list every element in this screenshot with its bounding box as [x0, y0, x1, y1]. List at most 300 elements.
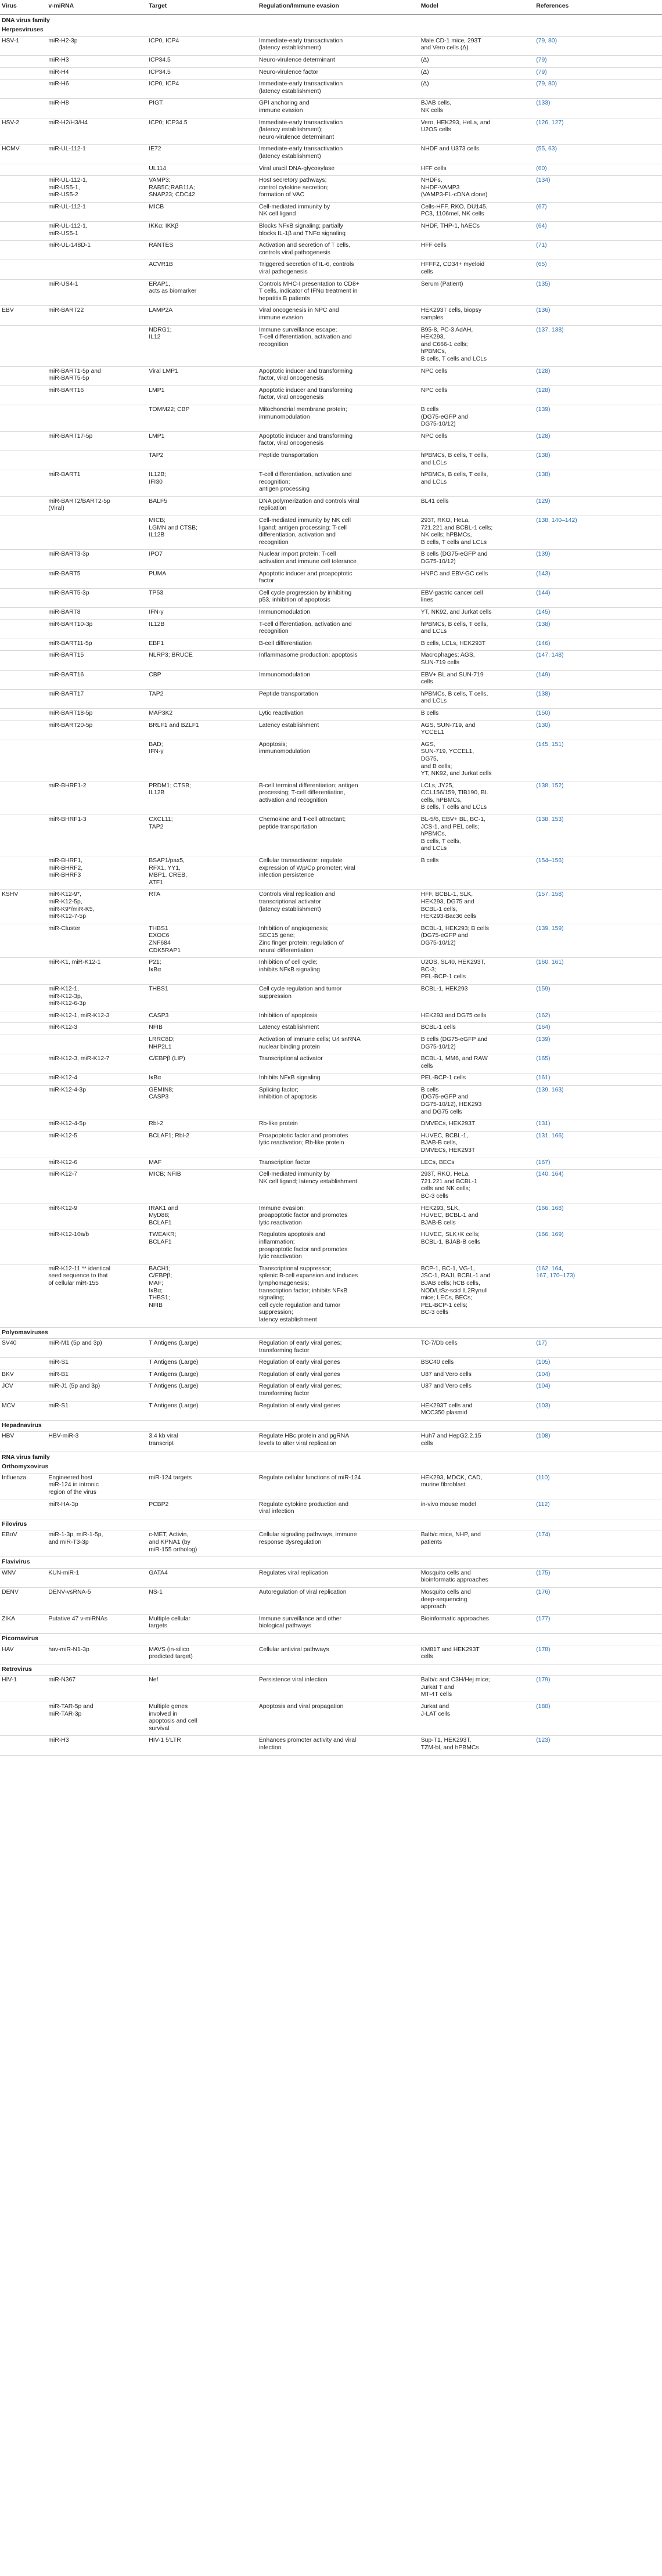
virus-cell: EBV [0, 306, 46, 325]
reference-link[interactable]: (154–156) [534, 856, 662, 890]
reference-link[interactable]: (128) [534, 366, 662, 386]
reference-link[interactable]: (129) [534, 496, 662, 516]
vmirna-cell: miR-H3 [46, 1736, 147, 1755]
virus-cell [0, 815, 46, 856]
vmirna-cell [46, 451, 147, 470]
reference-link[interactable]: (166, 169) [534, 1230, 662, 1264]
reference-link[interactable]: (134) [534, 176, 662, 203]
reference-link[interactable]: (126, 127) [534, 118, 662, 145]
target-cell: Multiple genes involved in apoptosis and cell survival [147, 1702, 257, 1736]
vmirna-cell: miR-TAR-5p and miR-TAR-3p [46, 1702, 147, 1736]
virus-cell [0, 1131, 46, 1158]
target-cell: BAD; IFN-γ [147, 740, 257, 781]
virus-cell: HCMV [0, 145, 46, 164]
virus-cell [0, 222, 46, 241]
virus-cell [0, 451, 46, 470]
model-cell: hPBMCs, B cells, T cells, and LCLs [419, 451, 535, 470]
model-cell: HFFF2, CD34+ myeloid cells [419, 260, 535, 279]
virus-cell [0, 1085, 46, 1119]
reference-link[interactable]: (138) [534, 619, 662, 639]
group-heading-row [0, 1633, 662, 1645]
reference-link[interactable]: (140, 164) [534, 1170, 662, 1204]
table-row [0, 176, 662, 203]
table-row [0, 639, 662, 651]
reference-link[interactable]: (165) [534, 1054, 662, 1073]
target-cell: T Antigens (Large) [147, 1358, 257, 1370]
regulation-cell: Transcriptional activator [257, 1054, 419, 1073]
regulation-cell: Regulation of early viral genes [257, 1370, 419, 1382]
target-cell: IκBα [147, 1073, 257, 1086]
regulation-cell: T-cell differentiation, activation and recognition; antigen processing [257, 470, 419, 497]
table-row [0, 708, 662, 720]
target-cell: 3.4 kb viral transcript [147, 1432, 257, 1451]
reference-link[interactable]: (138) [534, 689, 662, 708]
table-row [0, 1011, 662, 1023]
vmirna-cell: miR-HA-3p [46, 1500, 147, 1519]
vmirna-cell: miR-K12-5 [46, 1131, 147, 1158]
target-cell: ICP0, ICP4 [147, 80, 257, 99]
target-cell: MICB; LGMN and CTSB; IL12B [147, 516, 257, 550]
model-cell: Serum (Patient) [419, 279, 535, 306]
reference-link[interactable]: (110) [534, 1473, 662, 1500]
vmirna-cell: miR-UL-112-1 [46, 145, 147, 164]
vmirna-cell: miR-Cluster [46, 924, 147, 957]
regulation-cell: Cell-mediated immunity by NK cell ligand; antigen processing; T-cell differentiation, activation and recognition [257, 516, 419, 550]
vmirna-cell: miR-H2/H3/H4 [46, 118, 147, 145]
reference-link[interactable]: (128) [534, 386, 662, 405]
vmirna-cell: miR-BART2/BART2-5p (Viral) [46, 496, 147, 516]
reference-link[interactable]: (71) [534, 241, 662, 260]
group-heading-row [0, 25, 662, 36]
virus-cell [0, 202, 46, 221]
table-row [0, 958, 662, 985]
model-cell: Huh7 and HepG2.2.15 cells [419, 1432, 535, 1451]
vmirna-cell: miR-S1 [46, 1401, 147, 1420]
reference-link[interactable]: (105) [534, 1358, 662, 1370]
model-cell: Balb/c mice, NHP, and patients [419, 1530, 535, 1557]
regulation-cell: Regulate HBc protein and pgRNA levels to alter viral replication [257, 1432, 419, 1451]
vmirna-cell: miR-K12-6 [46, 1158, 147, 1170]
reference-link[interactable]: (136) [534, 306, 662, 325]
table-row [0, 1702, 662, 1736]
group-heading: Herpesviruses [0, 25, 662, 36]
regulation-cell: Cellular antiviral pathways [257, 1645, 419, 1664]
table-row [0, 1645, 662, 1664]
vmirna-cell: miR-BHRF1-2 [46, 781, 147, 815]
virus-cell [0, 708, 46, 720]
vmirna-cell: miR-1-3p, miR-1-5p, and miR-T3-3p [46, 1530, 147, 1557]
reference-link[interactable]: (178) [534, 1645, 662, 1664]
virus-cell [0, 720, 46, 740]
target-cell: Rbl-2 [147, 1119, 257, 1132]
model-cell: BJAB cells, NK cells [419, 99, 535, 118]
virus-cell [0, 1702, 46, 1736]
model-cell: 293T, RKO, HeLa, 721.221 and BCBL-1 cells and NK cells; BC-3 cells [419, 1170, 535, 1204]
reference-link[interactable]: (137, 138) [534, 325, 662, 366]
virus-cell [0, 176, 46, 203]
regulation-cell: Activation of immune cells; U4 snRNA nuclear binding protein [257, 1035, 419, 1054]
regulation-cell: Regulation of early viral genes [257, 1358, 419, 1370]
regulation-cell: B-cell terminal differentiation; antigen processing; T-cell differentiation, activation and recognition [257, 781, 419, 815]
vmirna-cell: Putative 47 v-miRNAs [46, 1614, 147, 1633]
target-cell: NS-1 [147, 1587, 257, 1614]
reference-link[interactable]: (138, 153) [534, 815, 662, 856]
group-heading: Picornavirus [0, 1633, 662, 1645]
table-row [0, 451, 662, 470]
vmirna-cell: miR-K12-4-3p [46, 1085, 147, 1119]
vmirna-cell: hav-miR-N1-3p [46, 1645, 147, 1664]
table-row [0, 80, 662, 99]
table-row [0, 55, 662, 67]
target-cell: IL12B [147, 619, 257, 639]
reference-link[interactable]: (138, 152) [534, 781, 662, 815]
virus-cell: JCV [0, 1382, 46, 1401]
reference-link[interactable]: (131, 166) [534, 1131, 662, 1158]
reference-link[interactable]: (139, 159) [534, 924, 662, 957]
model-cell: (Δ) [419, 55, 535, 67]
model-cell: B cells (DG75-eGFP and DG75-10/12) [419, 1035, 535, 1054]
table-row [0, 1736, 662, 1755]
vmirna-cell: miR-M1 (5p and 3p) [46, 1339, 147, 1358]
table-row [0, 405, 662, 431]
regulation-cell: Immediate-early transactivation (latency establishment) [257, 36, 419, 55]
virus-cell [0, 164, 46, 176]
target-cell: T Antigens (Large) [147, 1339, 257, 1358]
vmirna-cell: KUN-miR-1 [46, 1568, 147, 1587]
reference-link[interactable]: (55, 63) [534, 145, 662, 164]
reference-link[interactable]: (161) [534, 1073, 662, 1086]
header-target: Target [147, 0, 257, 14]
regulation-cell: Cell cycle progression by inhibiting p53, inhibition of apoptosis [257, 588, 419, 607]
vmirna-cell: miR-BART11-5p [46, 639, 147, 651]
virus-cell [0, 1736, 46, 1755]
vmirna-cell: DENV-vsRNA-5 [46, 1587, 147, 1614]
reference-link[interactable]: (67) [534, 202, 662, 221]
reference-link[interactable]: (145, 151) [534, 740, 662, 781]
vmirna-cell: miR-K12-1, miR-K12-3p, miR-K12-6-3p [46, 984, 147, 1011]
group-heading-row [0, 1420, 662, 1432]
reference-link[interactable]: (180) [534, 1702, 662, 1736]
reference-link[interactable]: (167) [534, 1158, 662, 1170]
reference-link[interactable]: (149) [534, 670, 662, 689]
reference-link[interactable]: (103) [534, 1401, 662, 1420]
vmirna-cell: miR-BART8 [46, 608, 147, 620]
table-row [0, 1023, 662, 1035]
model-cell: KM817 and HEK293T cells [419, 1645, 535, 1664]
reference-link[interactable]: (79, 80) [534, 80, 662, 99]
group-heading-row [0, 1557, 662, 1569]
virus-cell: DENV [0, 1587, 46, 1614]
regulation-cell: Cell-mediated immunity by NK cell ligand; latency establishment [257, 1170, 419, 1204]
virus-cell [0, 569, 46, 588]
model-cell: HFF, BCBL-1, SLK, HEK293, DG75 and BCBL-1 cells, HEK293-Bac36 cells [419, 890, 535, 924]
vmirna-cell [46, 164, 147, 176]
target-cell: PIGT [147, 99, 257, 118]
reference-link[interactable]: (162) [534, 1011, 662, 1023]
virus-cell [0, 470, 46, 497]
vmirna-cell: miR-K12-4-5p [46, 1119, 147, 1132]
reference-link[interactable]: (179) [534, 1676, 662, 1702]
reference-link[interactable]: (139) [534, 550, 662, 569]
reference-link[interactable]: (123) [534, 1736, 662, 1755]
regulation-cell: Apoptosis and viral propagation [257, 1702, 419, 1736]
model-cell: hPBMCs, B cells, T cells, and LCLs [419, 619, 535, 639]
virus-cell [0, 608, 46, 620]
virus-cell [0, 386, 46, 405]
target-cell: IPO7 [147, 550, 257, 569]
reference-link[interactable]: (139) [534, 405, 662, 431]
vmirna-cell: miR-H4 [46, 67, 147, 80]
vmirna-cell: miR-N367 [46, 1676, 147, 1702]
table-row [0, 145, 662, 164]
table-row [0, 202, 662, 221]
virus-cell [0, 1035, 46, 1054]
reference-link[interactable]: (157, 158) [534, 890, 662, 924]
regulation-cell: Activation and secretion of T cells, controls viral pathogenesis [257, 241, 419, 260]
regulation-cell: Viral uracil DNA-glycosylase [257, 164, 419, 176]
model-cell: (Δ) [419, 80, 535, 99]
virus-cell: SV40 [0, 1339, 46, 1358]
model-cell: Balb/c and C3H/Hej mice; Jurkat T and MT-4T cells [419, 1676, 535, 1702]
virus-cell: MCV [0, 1401, 46, 1420]
target-cell: GEMIN8; CASP3 [147, 1085, 257, 1119]
target-cell: c-MET, Activin, and KPNA1 (by miR-155 ortholog) [147, 1530, 257, 1557]
reference-link[interactable]: (112) [534, 1500, 662, 1519]
table-row [0, 1500, 662, 1519]
reference-link[interactable]: (175) [534, 1568, 662, 1587]
reference-link[interactable]: (128) [534, 431, 662, 451]
table-row [0, 1158, 662, 1170]
virus-cell [0, 55, 46, 67]
group-heading-row [0, 1664, 662, 1676]
reference-link[interactable]: (17) [534, 1339, 662, 1358]
model-cell: HEK293T cells and MCC350 plasmid [419, 1401, 535, 1420]
model-cell: DMVECs, HEK293T [419, 1119, 535, 1132]
header-virus: Virus [0, 0, 46, 14]
reference-link[interactable]: (104) [534, 1382, 662, 1401]
virus-cell: BKV [0, 1370, 46, 1382]
vmirna-cell: miR-K12-9 [46, 1204, 147, 1230]
reference-link[interactable]: (143) [534, 569, 662, 588]
regulation-cell: GPI anchoring and immune evasion [257, 99, 419, 118]
model-cell: EBV-gastric cancer cell lines [419, 588, 535, 607]
regulation-cell: Cellular transactivator: regulate expression of Wp/Cp promoter; viral infection persistence [257, 856, 419, 890]
virus-cell [0, 924, 46, 957]
target-cell: Viral LMP1 [147, 366, 257, 386]
target-cell: MAF [147, 1158, 257, 1170]
model-cell: BL41 cells [419, 496, 535, 516]
reference-link[interactable]: (130) [534, 720, 662, 740]
reference-link[interactable]: (108) [534, 1432, 662, 1451]
vmirna-cell: miR-K12-1, miR-K12-3 [46, 1011, 147, 1023]
reference-link[interactable]: (176) [534, 1587, 662, 1614]
table-row [0, 781, 662, 815]
model-cell: BSC40 cells [419, 1358, 535, 1370]
target-cell: CBP [147, 670, 257, 689]
reference-link[interactable]: (166, 168) [534, 1204, 662, 1230]
virus-cell [0, 516, 46, 550]
table-row [0, 366, 662, 386]
table-row [0, 1676, 662, 1702]
target-cell: TAP2 [147, 451, 257, 470]
regulation-cell: Peptide transportation [257, 451, 419, 470]
target-cell: BRLF1 and BZLF1 [147, 720, 257, 740]
model-cell: AGS, SUN-719, and YCCEL1 [419, 720, 535, 740]
vmirna-cell: miR-K12-4 [46, 1073, 147, 1086]
regulation-cell: Regulates viral replication [257, 1568, 419, 1587]
reference-link[interactable]: (135) [534, 279, 662, 306]
regulation-cell: Triggered secretion of IL-6, controls viral pathogenesis [257, 260, 419, 279]
virus-cell [0, 740, 46, 781]
target-cell: TWEAKR; BCLAF1 [147, 1230, 257, 1264]
model-cell: B95-8, PC-3 AdAH, HEK293, and C666-1 cells; hPBMCs, B cells, T cells and LCLs [419, 325, 535, 366]
target-cell: ICP0; ICP34.5 [147, 118, 257, 145]
target-cell: MAVS (in-silico predicted target) [147, 1645, 257, 1664]
virus-cell [0, 1011, 46, 1023]
regulation-cell: DNA polymerization and controls viral replication [257, 496, 419, 516]
target-cell: ERAP1, acts as biomarker [147, 279, 257, 306]
target-cell: Multiple cellular targets [147, 1614, 257, 1633]
reference-link[interactable]: (133) [534, 99, 662, 118]
group-heading-row [0, 1327, 662, 1339]
target-cell: T Antigens (Large) [147, 1401, 257, 1420]
vmirna-cell: miR-BART20-5p [46, 720, 147, 740]
target-cell: LMP1 [147, 431, 257, 451]
table-row [0, 740, 662, 781]
regulation-cell: Persistence viral infection [257, 1676, 419, 1702]
table-row [0, 1530, 662, 1557]
vmirna-cell: miR-K12-9*, miR-K12-5p, miR-K9*/miR-K5, miR-K12-7-5p [46, 890, 147, 924]
reference-link[interactable]: (144) [534, 588, 662, 607]
reference-link[interactable]: (160, 161) [534, 958, 662, 985]
reference-link[interactable]: (174) [534, 1530, 662, 1557]
table-row [0, 1085, 662, 1119]
target-cell: PCBP2 [147, 1500, 257, 1519]
table-row [0, 1432, 662, 1451]
model-cell: B cells [419, 708, 535, 720]
regulation-cell: Lytic reactivation [257, 708, 419, 720]
target-cell: UL114 [147, 164, 257, 176]
table-row [0, 386, 662, 405]
table-row [0, 1614, 662, 1633]
model-cell: AGS, SUN-719, YCCEL1, DG75, and B cells; YT, NK92, and Jurkat cells [419, 740, 535, 781]
reference-link[interactable]: (138) [534, 451, 662, 470]
regulation-cell: Controls viral replication and transcriptional activator (latency establishment) [257, 890, 419, 924]
reference-link[interactable]: (145) [534, 608, 662, 620]
reference-link[interactable]: (79) [534, 67, 662, 80]
table-row [0, 260, 662, 279]
table-row [0, 588, 662, 607]
virus-cell [0, 405, 46, 431]
target-cell: LRRC8D; NHP2L1 [147, 1035, 257, 1054]
family-heading: DNA virus family [2, 17, 50, 24]
reference-link[interactable]: (60) [534, 164, 662, 176]
table-row [0, 241, 662, 260]
reference-link[interactable]: (177) [534, 1614, 662, 1633]
reference-link[interactable]: (104) [534, 1370, 662, 1382]
reference-link[interactable]: (164) [534, 1023, 662, 1035]
table-row [0, 1339, 662, 1358]
table-row [0, 99, 662, 118]
vmirna-cell: miR-BART17 [46, 689, 147, 708]
regulation-cell: Apoptotic inducer and transforming factor, viral oncogenesis [257, 366, 419, 386]
regulation-cell: Immune surveillance and other biological pathways [257, 1614, 419, 1633]
reference-link[interactable]: (139, 163) [534, 1085, 662, 1119]
target-cell: TAP2 [147, 689, 257, 708]
vmirna-cell: miR-BART5 [46, 569, 147, 588]
header-references: References [534, 0, 662, 14]
target-cell: NDRG1; IL12 [147, 325, 257, 366]
reference-link[interactable]: (138, 140–142) [534, 516, 662, 550]
table-row [0, 720, 662, 740]
target-cell: MICB; NFIB [147, 1170, 257, 1204]
reference-link[interactable]: (147, 148) [534, 651, 662, 670]
vmirna-cell: miR-BART5-3p [46, 588, 147, 607]
model-cell: U87 and Vero cells [419, 1370, 535, 1382]
virus-cell [0, 1119, 46, 1132]
reference-link[interactable]: (146) [534, 639, 662, 651]
table-row [0, 815, 662, 856]
virus-cell [0, 67, 46, 80]
table-row [0, 1370, 662, 1382]
model-cell: Sup-T1, HEK293T, TZM-bl, and hPBMCs [419, 1736, 535, 1755]
model-cell: BCBL-1, HEK293; B cells (DG75-eGFP and DG75-10/12) [419, 924, 535, 957]
reference-link[interactable]: (79) [534, 55, 662, 67]
target-cell: PRDM1; CTSB; IL12B [147, 781, 257, 815]
reference-link[interactable]: (131) [534, 1119, 662, 1132]
model-cell: LCLs, JY25, CCL156/159, TIB190, BL cells, hPBMCs, B cells, T cells and LCLs [419, 781, 535, 815]
reference-link[interactable]: (138) [534, 470, 662, 497]
reference-link[interactable]: (162, 164, 167, 170–173) [534, 1264, 662, 1327]
virus-cell: Influenza [0, 1473, 46, 1500]
model-cell: HUVEC, BCBL-1, BJAB-B cells, DMVECs, HEK293T [419, 1131, 535, 1158]
reference-link[interactable]: (79, 80) [534, 36, 662, 55]
virus-cell [0, 260, 46, 279]
vmirna-cell [46, 325, 147, 366]
virus-cell [0, 619, 46, 639]
regulation-cell: Autoregulation of viral replication [257, 1587, 419, 1614]
reference-link[interactable]: (150) [534, 708, 662, 720]
model-cell: Mosquito cells and bioinformatic approaches [419, 1568, 535, 1587]
model-cell: U87 and Vero cells [419, 1382, 535, 1401]
reference-link[interactable]: (65) [534, 260, 662, 279]
model-cell: B cells (DG75-eGFP and DG75-10/12) [419, 405, 535, 431]
header-regulation: Regulation/Immune evasion [257, 0, 419, 14]
target-cell: CASP3 [147, 1011, 257, 1023]
reference-link[interactable]: (139) [534, 1035, 662, 1054]
table-row [0, 689, 662, 708]
virus-cell [0, 1230, 46, 1264]
model-cell: NHDF and U373 cells [419, 145, 535, 164]
regulation-cell: Viral oncogenesis in NPC and immune evasion [257, 306, 419, 325]
vmirna-cell: miR-UL-112-1 [46, 202, 147, 221]
group-heading-row [0, 1519, 662, 1530]
reference-link[interactable]: (159) [534, 984, 662, 1011]
target-cell: LAMP2A [147, 306, 257, 325]
table-row [0, 569, 662, 588]
reference-link[interactable]: (64) [534, 222, 662, 241]
virus-cell [0, 279, 46, 306]
virus-cell [0, 1500, 46, 1519]
family-heading-row [0, 1451, 662, 1462]
table-row [0, 1035, 662, 1054]
model-cell: 293T, RKO, HeLa, 721.221 and BCBL-1 cells; NK cells; hPBMCs, B cells, T cells and LCLs [419, 516, 535, 550]
regulation-cell: Regulates apoptosis and inflammation; proapoptotic factor and promotes lytic reactivation [257, 1230, 419, 1264]
model-cell: Vero, HEK293, HeLa, and U2OS cells [419, 118, 535, 145]
group-heading: Polyomaviruses [0, 1327, 662, 1339]
vmirna-cell: miR-BART22 [46, 306, 147, 325]
regulation-cell: Immediate-early transactivation (latency establishment) [257, 145, 419, 164]
